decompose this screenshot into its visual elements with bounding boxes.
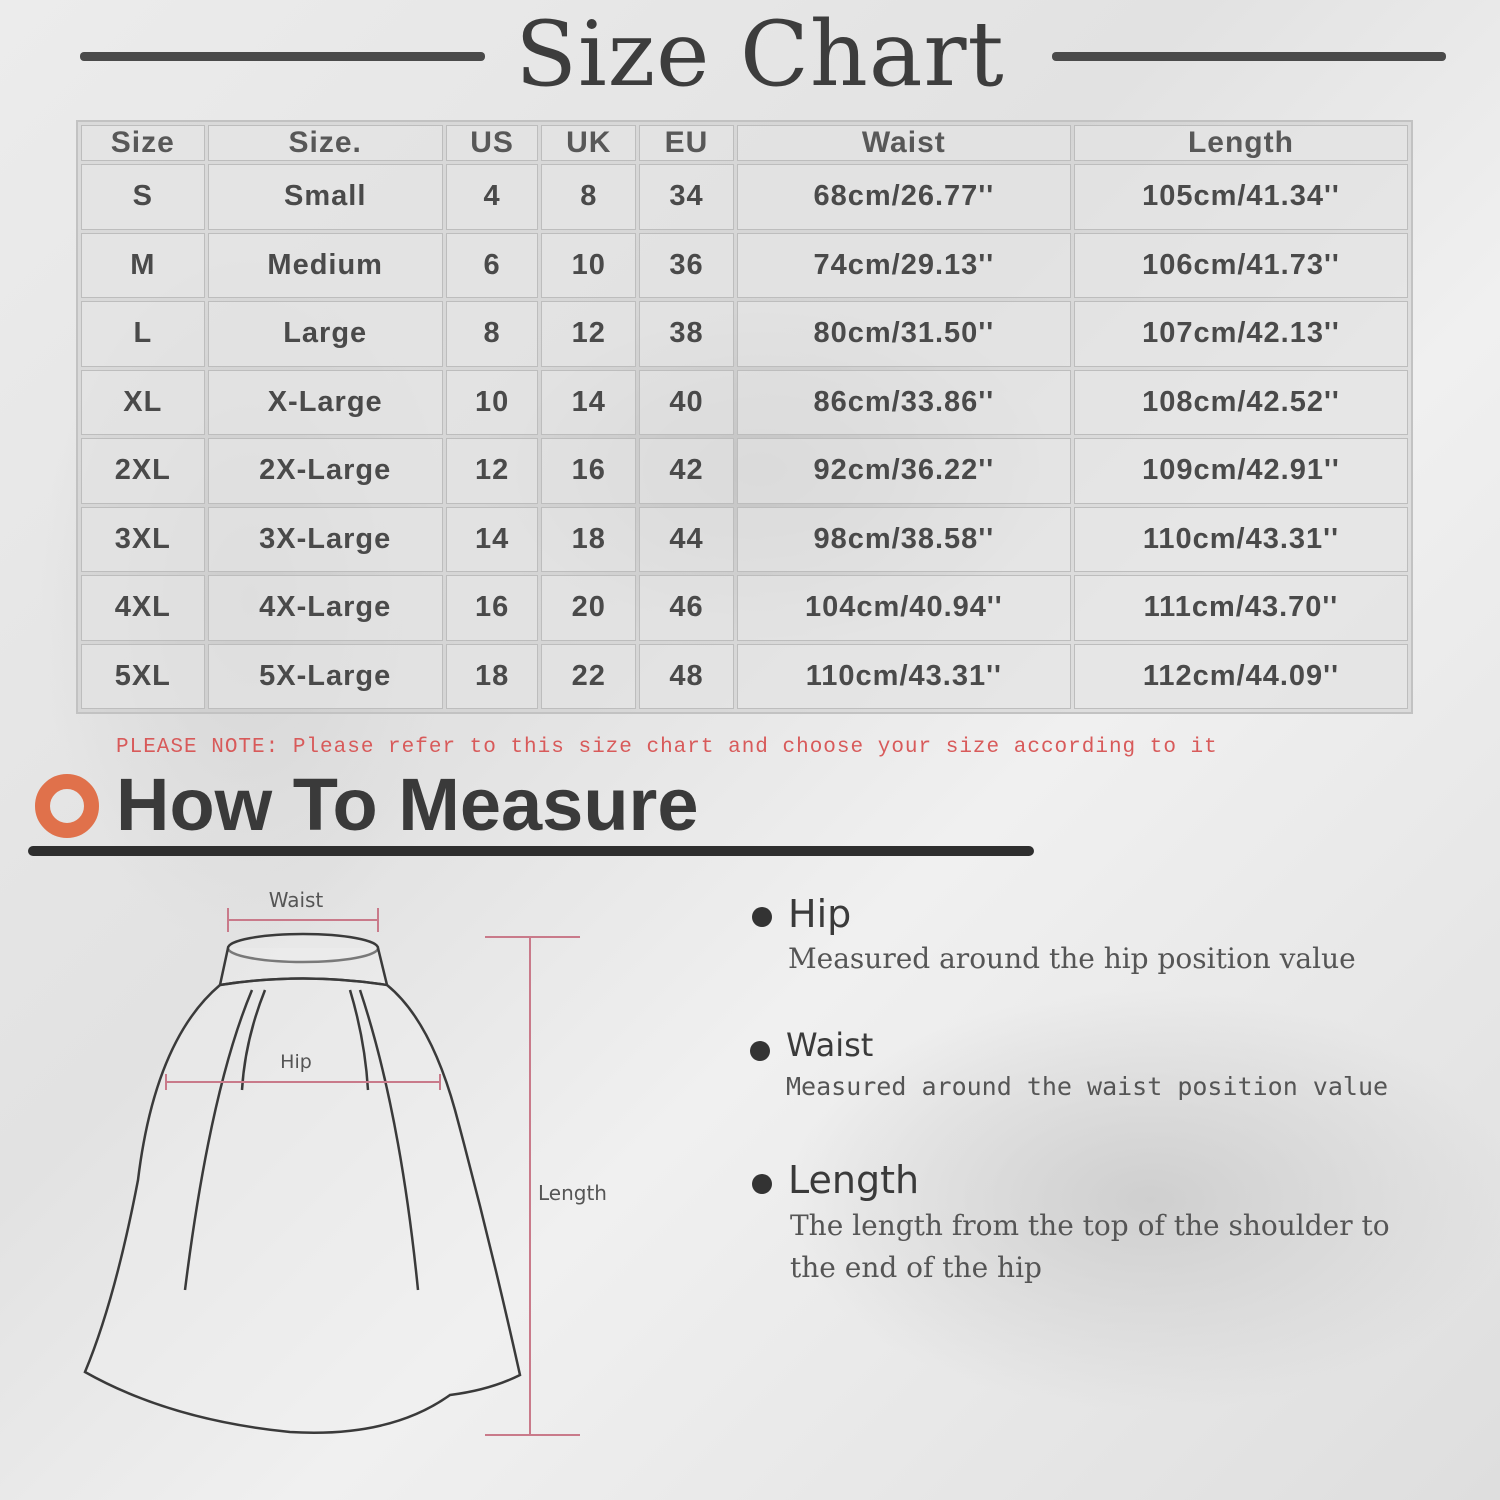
ring-icon	[35, 774, 99, 838]
legend-length-description-line1: The length from the top of the shoulder to	[790, 1209, 1390, 1242]
table-cell: 110cm/43.31''	[737, 644, 1071, 710]
table-cell: 4XL	[81, 575, 205, 641]
table-cell: 6	[446, 233, 539, 299]
table-cell: S	[81, 164, 205, 230]
table-cell: 68cm/26.77''	[737, 164, 1071, 230]
how-to-measure-header	[32, 763, 1042, 863]
table-cell: 3XL	[81, 507, 205, 573]
title-rule-right	[1052, 52, 1446, 61]
table-cell: 80cm/31.50''	[737, 301, 1071, 367]
table-cell: 10	[446, 370, 539, 436]
table-cell: 18	[446, 644, 539, 710]
table-cell: 98cm/38.58''	[737, 507, 1071, 573]
title-row	[0, 0, 1500, 115]
table-cell: 40	[639, 370, 734, 436]
table-cell: 92cm/36.22''	[737, 438, 1071, 504]
skirt-diagram	[60, 880, 620, 1450]
title-rule-left	[80, 52, 485, 61]
header-length: Length	[1074, 125, 1408, 161]
table-cell: M	[81, 233, 205, 299]
table-cell: Small	[208, 164, 443, 230]
how-to-measure-title: How To Measure	[116, 763, 699, 846]
table-cell: 111cm/43.70''	[1074, 575, 1408, 641]
table-cell: 106cm/41.73''	[1074, 233, 1408, 299]
table-row	[81, 164, 1408, 230]
table-cell: 42	[639, 438, 734, 504]
table-cell: 105cm/41.34''	[1074, 164, 1408, 230]
table-cell: 36	[639, 233, 734, 299]
table-cell: 34	[639, 164, 734, 230]
legend-waist	[750, 1026, 1450, 1116]
legend-length-description-line2: the end of the hip	[790, 1251, 1042, 1284]
table-cell: 4	[446, 164, 539, 230]
legend-hip-title: Hip	[788, 892, 852, 936]
legend-waist-description: Measured around the waist position value	[786, 1072, 1389, 1101]
table-cell: 107cm/42.13''	[1074, 301, 1408, 367]
header-eu: EU	[639, 125, 734, 161]
table-cell: 22	[541, 644, 636, 710]
table-cell: 86cm/33.86''	[737, 370, 1071, 436]
page-title: Size Chart	[515, 2, 1005, 107]
diagram-label-hip: Hip	[280, 1051, 312, 1073]
table-cell: 44	[639, 507, 734, 573]
table-cell: 48	[639, 644, 734, 710]
table-cell: 18	[541, 507, 636, 573]
table-cell: 110cm/43.31''	[1074, 507, 1408, 573]
table-row	[81, 575, 1408, 641]
table-header-row	[81, 125, 1408, 161]
header-size: Size	[81, 125, 205, 161]
table-cell: 112cm/44.09''	[1074, 644, 1408, 710]
table-cell: 16	[541, 438, 636, 504]
table-cell: 2XL	[81, 438, 205, 504]
section-rule	[28, 846, 1034, 856]
legend-length	[750, 1158, 1470, 1298]
header-size-name: Size.	[208, 125, 443, 161]
table-cell: 14	[446, 507, 539, 573]
legend-hip-description: Measured around the hip position value	[788, 942, 1356, 975]
table-cell: L	[81, 301, 205, 367]
table-cell: 46	[639, 575, 734, 641]
table-cell: Large	[208, 301, 443, 367]
legend-waist-title: Waist	[786, 1026, 874, 1064]
table-cell: 20	[541, 575, 636, 641]
size-table	[76, 120, 1413, 714]
table-cell: 3X-Large	[208, 507, 443, 573]
table-cell: 12	[541, 301, 636, 367]
table-cell: Medium	[208, 233, 443, 299]
table-row	[81, 438, 1408, 504]
table-row	[81, 301, 1408, 367]
bullet-icon	[752, 907, 772, 927]
table-cell: 12	[446, 438, 539, 504]
table-cell: 8	[446, 301, 539, 367]
header-uk: UK	[541, 125, 636, 161]
table-cell: 108cm/42.52''	[1074, 370, 1408, 436]
diagram-label-length: Length	[538, 1181, 607, 1205]
table-cell: 10	[541, 233, 636, 299]
header-us: US	[446, 125, 539, 161]
table-cell: 8	[541, 164, 636, 230]
table-cell: 4X-Large	[208, 575, 443, 641]
table-cell: XL	[81, 370, 205, 436]
skirt-outline	[85, 934, 520, 1433]
bullet-icon	[752, 1174, 772, 1194]
table-cell: 74cm/29.13''	[737, 233, 1071, 299]
size-note: PLEASE NOTE: Please refer to this size chart and choose your size according to it	[116, 736, 1218, 759]
table-cell: 16	[446, 575, 539, 641]
table-row	[81, 370, 1408, 436]
table-row	[81, 507, 1408, 573]
legend-length-title: Length	[788, 1158, 920, 1202]
table-row	[81, 233, 1408, 299]
table-cell: 104cm/40.94''	[737, 575, 1071, 641]
table-cell: 2X-Large	[208, 438, 443, 504]
table-cell: X-Large	[208, 370, 443, 436]
legend-hip	[750, 892, 1450, 992]
table-cell: 38	[639, 301, 734, 367]
header-waist: Waist	[737, 125, 1071, 161]
table-cell: 5X-Large	[208, 644, 443, 710]
table-cell: 14	[541, 370, 636, 436]
bullet-icon	[750, 1041, 770, 1061]
table-row	[81, 644, 1408, 710]
table-cell: 109cm/42.91''	[1074, 438, 1408, 504]
diagram-label-waist: Waist	[268, 888, 324, 912]
table-cell: 5XL	[81, 644, 205, 710]
